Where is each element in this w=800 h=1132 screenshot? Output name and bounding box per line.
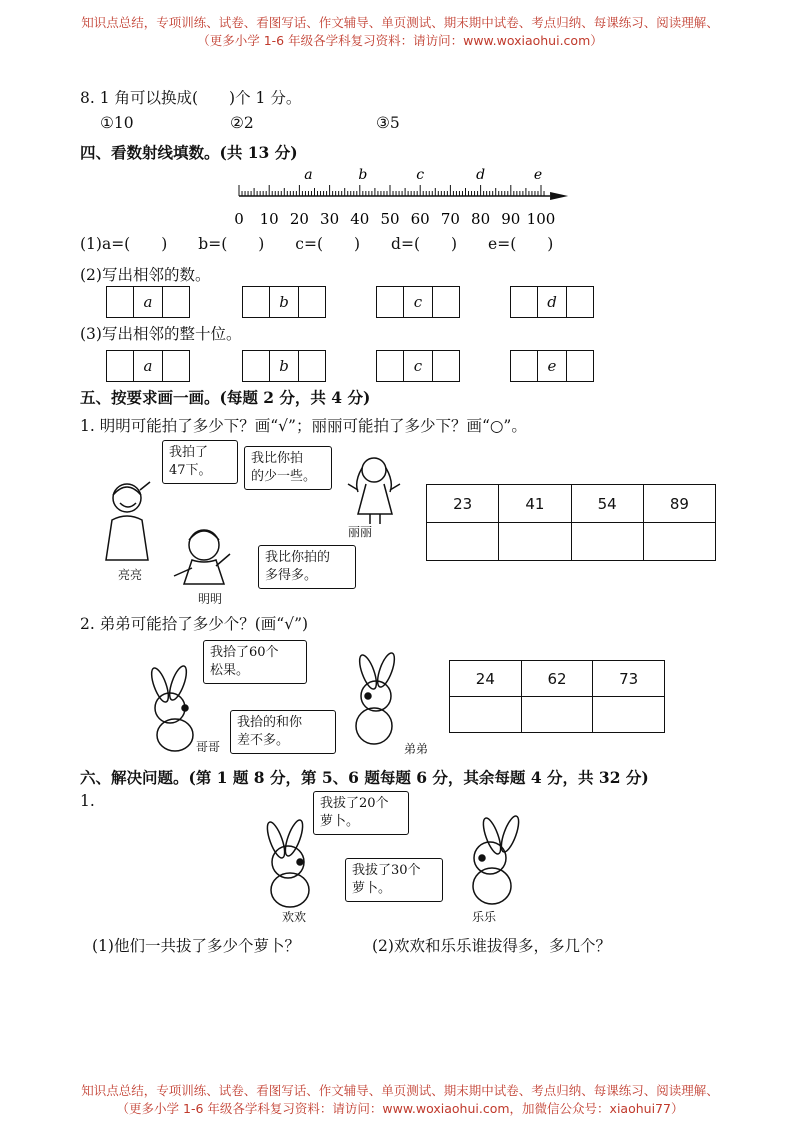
q8-option-1: ①10 bbox=[100, 114, 134, 132]
ray-tick-label: 60 bbox=[410, 210, 430, 228]
ray-letter-e: e bbox=[533, 167, 543, 183]
section-6-subquestion-2: (2)欢欢和乐乐谁拔得多，多几个？ bbox=[372, 937, 611, 955]
name-label-huanhuan: 欢欢 bbox=[282, 910, 307, 924]
speech-bubble-huanhuan: 我拔了20个 萝卜。 bbox=[313, 791, 409, 835]
speech-bubble-mingming: 我比你拍的 多得多。 bbox=[258, 545, 356, 589]
ray-tick-label: 100 bbox=[526, 210, 556, 228]
ray-tick-label: 10 bbox=[259, 210, 279, 228]
header-banner-line2: （更多小学 1-6 年级各学科复习资料：请访问：www.woxiaohui.com） bbox=[197, 33, 603, 48]
speech-bubble-didi: 我拾的和你 差不多。 bbox=[230, 710, 336, 754]
section-4-part-2: (2)写出相邻的数。 bbox=[80, 266, 211, 284]
section-5-title: 五、按要求画一画。(每题 2 分，共 4 分) bbox=[80, 388, 371, 407]
box-letter: b bbox=[270, 351, 299, 381]
ray-tick-label: 50 bbox=[380, 210, 400, 228]
ray-tick-label: 70 bbox=[440, 210, 460, 228]
ray-tick-label: 30 bbox=[320, 210, 340, 228]
section-4-title: 四、看数射线填数。(共 13 分) bbox=[80, 143, 298, 162]
table-cell: 24 bbox=[450, 661, 522, 697]
table-cell: 89 bbox=[643, 485, 715, 523]
speech-bubble-gege: 我拾了60个 松果。 bbox=[203, 640, 307, 684]
header-banner-line1: 知识点总结，专项训练、试卷、看图写话、作文辅导、单页测试、期末期中试卷、考点归纳、每课练习、阅读理解、 bbox=[81, 15, 719, 30]
table-cell: 62 bbox=[521, 661, 593, 697]
name-label-gege: 哥哥 bbox=[196, 740, 221, 754]
table-cell: 23 bbox=[427, 485, 499, 523]
speech-bubble-liangliang: 我拍了 47下。 bbox=[162, 440, 238, 484]
q8-option-3: ③5 bbox=[376, 114, 400, 132]
name-label-lele: 乐乐 bbox=[472, 910, 497, 924]
table-cell: 41 bbox=[499, 485, 571, 523]
ray-tick-label: 20 bbox=[289, 210, 309, 228]
box-letter: c bbox=[404, 351, 433, 381]
box-letter: e bbox=[538, 351, 567, 381]
box-letter: b bbox=[270, 287, 299, 317]
ray-letter-c: c bbox=[416, 167, 425, 183]
box-letter: c bbox=[404, 287, 433, 317]
speech-bubble-lili: 我比你拍 的少一些。 bbox=[244, 446, 332, 490]
box-letter: d bbox=[538, 287, 567, 317]
section-6-question-1-number: 1. bbox=[80, 792, 95, 810]
table-cell: 73 bbox=[593, 661, 665, 697]
section-4-part-1: (1)a=( ) b=( ) c=( ) d=( ) e=( ) bbox=[80, 235, 554, 253]
speech-bubble-lele: 我拔了30个 萝卜。 bbox=[345, 858, 443, 902]
ray-tick-label: 40 bbox=[350, 210, 370, 228]
section-5-question-2: 2. 弟弟可能拾了多少个？(画“√”) bbox=[80, 615, 309, 633]
ray-letter-b: b bbox=[358, 167, 368, 183]
section-5-question-1: 1. 明明可能拍了多少下？画“√”；丽丽可能拍了多少下？画“○”。 bbox=[80, 417, 527, 435]
section-4-part-3: (3)写出相邻的整十位。 bbox=[80, 325, 242, 343]
ray-tick-label: 0 bbox=[234, 210, 244, 228]
footer-banner-line1: 知识点总结，专项训练、试卷、看图写话、作文辅导、单页测试、期末期中试卷、考点归纳、每课练习、阅读理解、 bbox=[81, 1083, 719, 1098]
table-cell: 54 bbox=[571, 485, 643, 523]
ray-letter-a: a bbox=[304, 167, 313, 183]
q8-option-2: ②2 bbox=[230, 114, 254, 132]
footer-banner-line2: （更多小学 1-6 年级各学科复习资料：请访问：www.woxiaohui.com，加微信公众号：xiaohui77） bbox=[116, 1101, 684, 1116]
box-letter: a bbox=[134, 351, 163, 381]
question-8: 8. 1 角可以换成( )个 1 分。 bbox=[80, 89, 302, 107]
ray-tick-label: 90 bbox=[501, 210, 521, 228]
ray-tick-label: 80 bbox=[471, 210, 491, 228]
name-label-liangliang: 亮亮 bbox=[118, 568, 143, 582]
section-6-subquestion-1: (1)他们一共拔了多少个萝卜？ bbox=[92, 937, 300, 955]
ray-letter-d: d bbox=[476, 167, 486, 183]
name-label-mingming: 明明 bbox=[198, 592, 223, 606]
box-letter: a bbox=[134, 287, 163, 317]
name-label-lili: 丽丽 bbox=[348, 525, 373, 539]
section-6-title: 六、解决问题。(第 1 题 8 分，第 5、6 题每题 6 分，其余每题 4 分，共 32 分) bbox=[80, 768, 649, 787]
name-label-didi: 弟弟 bbox=[404, 742, 429, 756]
